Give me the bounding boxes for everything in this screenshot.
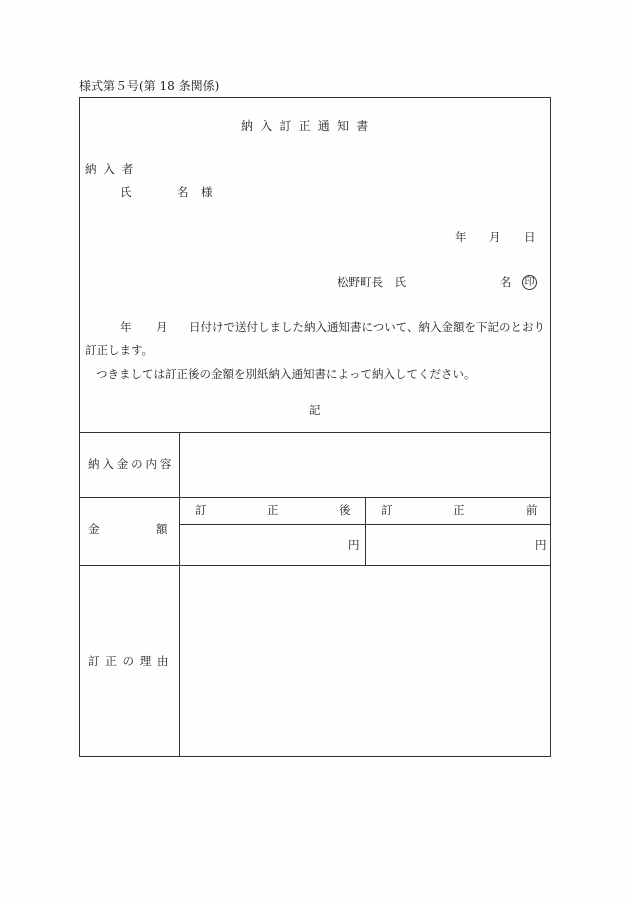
reason-label: 訂正の理由: [88, 654, 175, 668]
issuer-title: 松野町長 氏: [337, 275, 406, 289]
after-header-char-3: 後: [339, 503, 351, 517]
payer-label: 納入者: [85, 162, 141, 176]
reason-cell[interactable]: [180, 566, 550, 756]
date-day: 日: [524, 230, 536, 244]
content-label: 納入金の内容: [88, 457, 175, 471]
ki-mark: 記: [309, 403, 321, 417]
amount-label-char-1: 金: [88, 522, 100, 536]
before-header-char-1: 訂: [381, 503, 393, 517]
payer-name-char-2: 名: [177, 185, 189, 199]
issuer-name-suffix: 名: [500, 275, 512, 289]
body-line-1: 日付けで送付しました納入通知書について、納入金額を下記のとおり: [189, 320, 546, 334]
amount-label-char-2: 額: [156, 522, 168, 536]
date-month: 月: [489, 230, 501, 244]
payer-honorific: 様: [201, 185, 213, 199]
yen-before: 円: [535, 538, 547, 552]
form-title: 納入訂正通知書: [241, 119, 376, 133]
yen-after: 円: [348, 538, 360, 552]
amount-after-cell[interactable]: [180, 525, 364, 564]
body-month: 月: [156, 320, 168, 334]
body-line-2: 訂正します。: [85, 343, 154, 357]
amount-before-cell[interactable]: [366, 525, 550, 564]
seal-mark: 印: [522, 275, 537, 290]
content-cell[interactable]: [180, 433, 550, 497]
payer-name-char-1: 氏: [120, 185, 132, 199]
body-year: 年: [120, 320, 132, 334]
before-header-char-2: 正: [453, 503, 465, 517]
after-header-char-2: 正: [267, 503, 279, 517]
date-year: 年: [455, 230, 467, 244]
body-line-3: つきましては訂正後の金額を別紙納入通知書によって納入してください。: [96, 367, 476, 381]
after-header-char-1: 訂: [195, 503, 207, 517]
before-header-char-3: 前: [526, 503, 538, 517]
form-number: 様式第５号(第 18 条関係): [79, 79, 220, 93]
row-divider-1: [79, 497, 551, 498]
